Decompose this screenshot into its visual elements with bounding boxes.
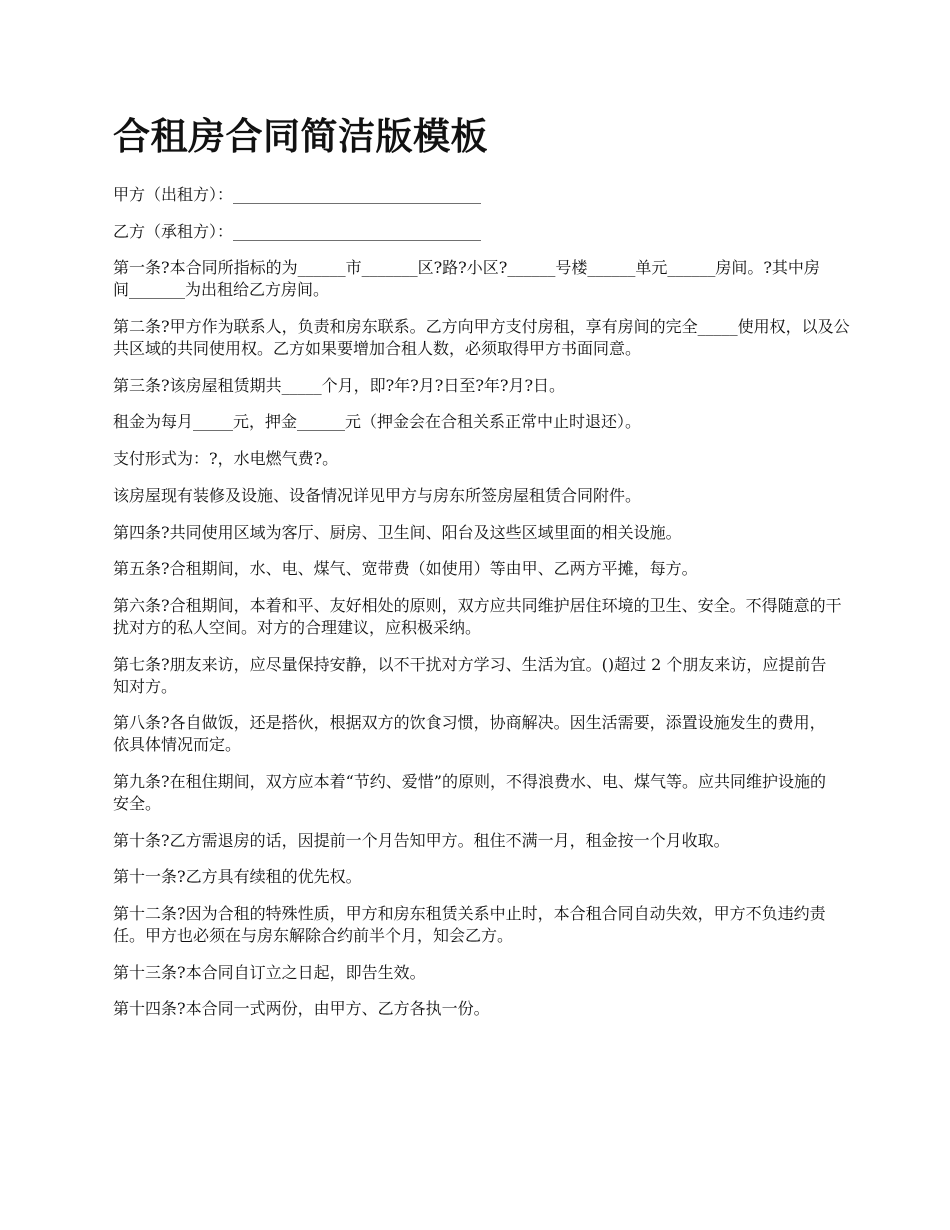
article-14: 第十四条?本合同一式两份，由甲方、乙方各执一份。 (113, 999, 490, 1019)
article-3: 第三条?该房屋租赁期共_____个月，即?年?月?日至?年?月?日。 (113, 375, 566, 395)
payment-method-line: 支付形式为：?，水电燃气费?。 (113, 449, 339, 469)
article-2: 第二条?甲方作为联系人，负责和房东联系。乙方向甲方支付房租，享有房间的完全_____使用权，以及公共区域的共同使用权。乙方如果要增加合租人数，必须取得甲方书面同意。 (113, 317, 850, 359)
article-6: 第六条?合租期间，本着和平、友好相处的原则，双方应共同维护居住环境的卫生、安全。不得随意的干扰对方的私人空间。对方的合理建议，应积极采纳。 (113, 595, 842, 637)
article-9: 第九条?在租住期间，双方应本着“节约、爱惜”的原则，不得浪费水、电、煤气等。应共同维护设施的安全。 (113, 771, 826, 813)
article-5: 第五条?合租期间，水、电、煤气、宽带费（如使用）等由甲、乙两方平摊，每方。 (113, 559, 698, 579)
article-1: 第一条?本合同所指标的为______市_______区?路?小区?______号楼______单元______房间。?其中房间_______为出租给乙方房间。 (113, 258, 820, 300)
article-7: 第七条?朋友来访，应尽量保持安静，以不干扰对方学习、生活为宜。()超过 2 个朋友来访，应提前告知对方。 (113, 654, 827, 696)
article-12: 第十二条?因为合租的特殊性质，甲方和房东租赁关系中止时，本合租合同自动失效，甲方不负违约责任。甲方也必须在与房东解除合约前半个月，知会乙方。 (113, 904, 826, 945)
rent-deposit-line: 租金为每月_____元，押金______元（押金会在合租关系正常中止时退还）。 (113, 412, 642, 432)
article-4: 第四条?共同使用区域为客厅、厨房、卫生间、阳台及这些区域里面的相关设施。 (113, 522, 682, 542)
article-8: 第八条?各自做饭，还是搭伙，根据双方的饮食习惯，协商解决。因生活需要，添置设施发生的费用，依具体情况而定。 (113, 713, 826, 755)
article-13: 第十三条?本合同自订立之日起，即告生效。 (113, 962, 426, 982)
party-a-line: 甲方（出租方）：_______________________________ (113, 185, 482, 204)
facilities-line: 该房屋现有装修及设施、设备情况详见甲方与房东所签房屋租赁合同附件。 (113, 485, 642, 505)
document-title: 合租房合同简洁版模板 (113, 114, 488, 158)
article-11: 第十一条?乙方具有续租的优先权。 (113, 867, 362, 887)
article-10: 第十条?乙方需退房的话，因提前一个月告知甲方。租住不满一月，租金按一个月收取。 (113, 830, 730, 850)
party-b-line: 乙方（承租方）：_______________________________ (113, 221, 482, 241)
document-page (113, 112, 863, 1035)
